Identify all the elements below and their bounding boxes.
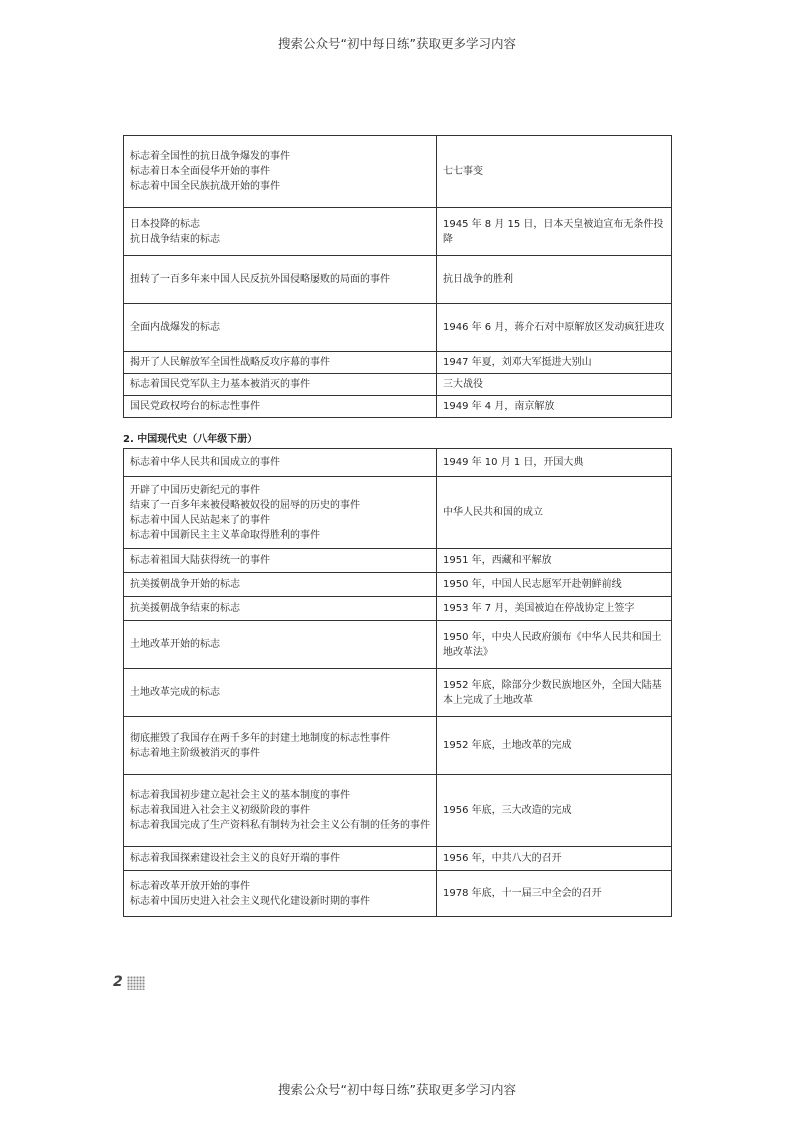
table-row	[124, 304, 672, 352]
answer-cell: 1949 年 4 月，南京解放	[437, 396, 672, 418]
answer-cell: 1952 年底，土地改革的完成	[437, 717, 672, 775]
history-table-1	[123, 135, 672, 418]
answer-cell: 1951 年，西藏和平解放	[437, 549, 672, 573]
table-row	[124, 256, 672, 304]
table-row	[124, 374, 672, 396]
answer-cell: 七七事变	[437, 136, 672, 208]
table-row	[124, 573, 672, 597]
answer-cell: 1947 年夏，刘邓大军挺进大别山	[437, 352, 672, 374]
answer-cell: 1946 年 6 月，蒋介石对中原解放区发动疯狂进攻	[437, 304, 672, 352]
table-row	[124, 136, 672, 208]
event-cell: 土地改革开始的标志	[124, 621, 437, 669]
event-cell: 抗美援朝战争开始的标志	[124, 573, 437, 597]
event-cell: 彻底摧毁了我国存在两千多年的封建土地制度的标志性事件 标志着地主阶级被消灭的事件	[124, 717, 437, 775]
section-title: 2. 中国现代史（八年级下册）	[123, 434, 258, 445]
event-cell: 土地改革完成的标志	[124, 669, 437, 717]
answer-cell: 1950 年，中国人民志愿军开赴朝鲜前线	[437, 573, 672, 597]
event-cell: 标志着祖国大陆获得统一的事件	[124, 549, 437, 573]
answer-cell: 1945 年 8 月 15 日，日本天皇被迫宣布无条件投降	[437, 208, 672, 256]
event-cell: 标志着我国初步建立起社会主义的基本制度的事件 标志着我国进入社会主义初级阶段的事件 标志着我国完成了生产资料私有制转为社会主义公有制的任务的事件	[124, 775, 437, 847]
event-cell: 扭转了一百多年来中国人民反抗外国侵略屡败的局面的事件	[124, 256, 437, 304]
footer-banner: 搜索公众号“初中每日练”获取更多学习内容	[278, 1082, 516, 1097]
table-row	[124, 449, 672, 477]
table-row	[124, 597, 672, 621]
answer-cell: 1950 年，中央人民政府颁布《中华人民共和国土地改革法》	[437, 621, 672, 669]
event-cell: 标志着我国探索建设社会主义的良好开端的事件	[124, 847, 437, 871]
answer-cell: 1949 年 10 月 1 日，开国大典	[437, 449, 672, 477]
answer-cell: 三大战役	[437, 374, 672, 396]
event-cell: 标志着全国性的抗日战争爆发的事件 标志着日本全面侵华开始的事件 标志着中国全民族抗战开始的事件	[124, 136, 437, 208]
table-row	[124, 669, 672, 717]
answer-cell: 1956 年底，三大改造的完成	[437, 775, 672, 847]
table-row	[124, 477, 672, 549]
table-row	[124, 549, 672, 573]
table-row	[124, 208, 672, 256]
event-cell: 揭开了人民解放军全国性战略反攻序幕的事件	[124, 352, 437, 374]
history-table-2	[123, 448, 672, 917]
table-row	[124, 871, 672, 917]
event-cell: 标志着国民党军队主力基本被消灭的事件	[124, 374, 437, 396]
event-cell: 开辟了中国历史新纪元的事件 结束了一百多年来被侵略被奴役的屈辱的历史的事件 标志着中国人民站起来了的事件 标志着中国新民主主义革命取得胜利的事件	[124, 477, 437, 549]
answer-cell: 1953 年 7 月，美国被迫在停战协定上签字	[437, 597, 672, 621]
table-row	[124, 621, 672, 669]
event-cell: 标志着中华人民共和国成立的事件	[124, 449, 437, 477]
header-banner: 搜索公众号“初中每日练”获取更多学习内容	[278, 36, 516, 51]
page-number: 2	[113, 974, 123, 990]
table-row	[124, 847, 672, 871]
page-number-decoration	[127, 976, 145, 990]
answer-cell: 1956 年，中共八大的召开	[437, 847, 672, 871]
answer-cell: 抗日战争的胜利	[437, 256, 672, 304]
event-cell: 全面内战爆发的标志	[124, 304, 437, 352]
event-cell: 抗美援朝战争结束的标志	[124, 597, 437, 621]
event-cell: 国民党政权垮台的标志性事件	[124, 396, 437, 418]
event-cell: 日本投降的标志 抗日战争结束的标志	[124, 208, 437, 256]
table-row	[124, 717, 672, 775]
answer-cell: 1978 年底，十一届三中全会的召开	[437, 871, 672, 917]
table-row	[124, 775, 672, 847]
answer-cell: 中华人民共和国的成立	[437, 477, 672, 549]
answer-cell: 1952 年底，除部分少数民族地区外，全国大陆基本上完成了土地改革	[437, 669, 672, 717]
event-cell: 标志着改革开放开始的事件 标志着中国历史进入社会主义现代化建设新时期的事件	[124, 871, 437, 917]
table-row	[124, 352, 672, 374]
table-row	[124, 396, 672, 418]
